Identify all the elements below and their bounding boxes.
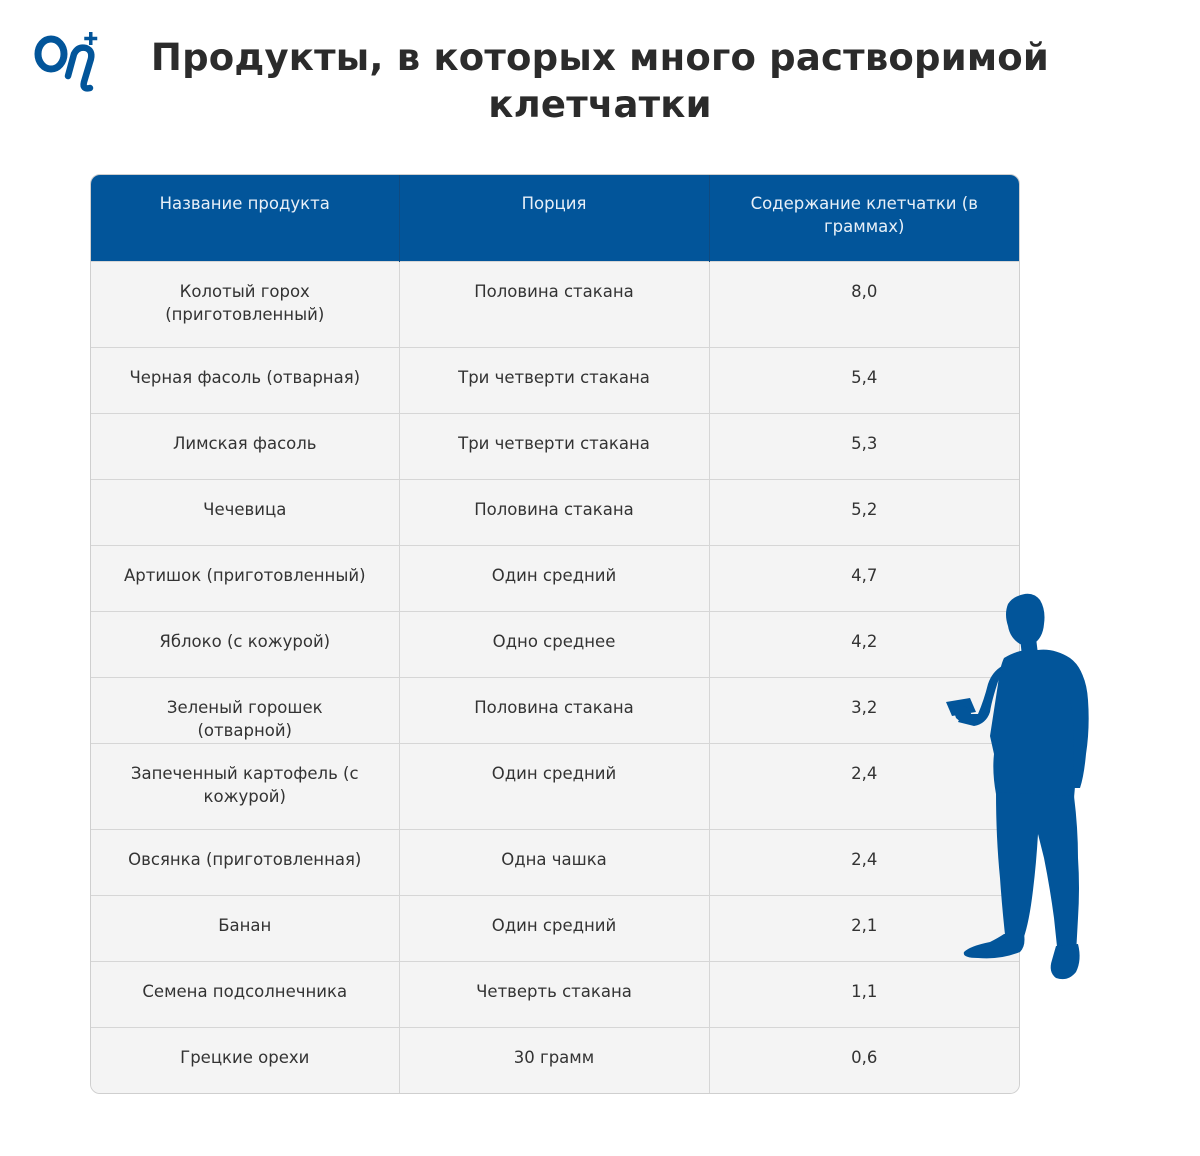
cell-portion: Половина стакана [399, 479, 709, 545]
table-row [91, 743, 1019, 829]
fiber-table [90, 174, 1020, 1094]
cell-product-name: Артишок (приготовленный) [91, 545, 399, 611]
table-row [91, 611, 1019, 677]
cell-portion: 30 грамм [399, 1027, 709, 1093]
table-row [91, 895, 1019, 961]
cell-product-name: Колотый горох (приготовленный) [91, 261, 399, 347]
cell-product-name: Семена подсолнечника [91, 961, 399, 1027]
table-row [91, 479, 1019, 545]
cell-product-name: Яблоко (с кожурой) [91, 611, 399, 677]
cell-portion: Половина стакана [399, 261, 709, 347]
cell-portion: Один средний [399, 545, 709, 611]
cell-portion: Три четверти стакана [399, 413, 709, 479]
cell-product-name: Банан [91, 895, 399, 961]
cell-portion: Одно среднее [399, 611, 709, 677]
table-row [91, 347, 1019, 413]
cell-fiber-content: 5,3 [709, 413, 1019, 479]
cell-product-name: Запеченный картофель (с кожурой) [91, 743, 399, 829]
header-product-name: Название продукта [91, 175, 399, 261]
cell-portion: Один средний [399, 743, 709, 829]
cell-fiber-content: 4,7 [709, 545, 1019, 611]
cell-product-name: Черная фасоль (отварная) [91, 347, 399, 413]
table-row [91, 413, 1019, 479]
cell-portion: Половина стакана [399, 677, 709, 743]
cell-fiber-content: 2,4 [709, 829, 1019, 895]
cell-product-name: Грецкие орехи [91, 1027, 399, 1093]
page-title: Продукты, в которых много растворимой клетчатки [150, 36, 1050, 126]
cell-fiber-content: 2,4 [709, 743, 1019, 829]
table-body [91, 261, 1019, 1093]
table-row [91, 545, 1019, 611]
person-silhouette-icon [940, 588, 1096, 984]
table-header-row [91, 175, 1019, 261]
cell-fiber-content: 1,1 [709, 961, 1019, 1027]
cell-fiber-content: 0,6 [709, 1027, 1019, 1093]
cell-fiber-content: 2,1 [709, 895, 1019, 961]
cell-portion: Одна чашка [399, 829, 709, 895]
cell-fiber-content: 8,0 [709, 261, 1019, 347]
cell-portion: Три четверти стакана [399, 347, 709, 413]
cell-fiber-content: 5,2 [709, 479, 1019, 545]
table-row [91, 961, 1019, 1027]
cell-product-name: Овсянка (приготовленная) [91, 829, 399, 895]
oh-plus-logo-icon [34, 30, 104, 94]
header-portion: Порция [399, 175, 709, 261]
cell-fiber-content: 4,2 [709, 611, 1019, 677]
table-row [91, 829, 1019, 895]
table-row [91, 677, 1019, 743]
cell-portion: Четверть стакана [399, 961, 709, 1027]
table-row [91, 1027, 1019, 1093]
header-fiber-content: Содержание клетчатки (в граммах) [709, 175, 1019, 261]
cell-fiber-content: 3,2 [709, 677, 1019, 743]
cell-portion: Один средний [399, 895, 709, 961]
cell-product-name: Чечевица [91, 479, 399, 545]
cell-product-name: Зеленый горошек (отварной) [91, 677, 399, 743]
cell-fiber-content: 5,4 [709, 347, 1019, 413]
cell-product-name: Лимская фасоль [91, 413, 399, 479]
table-row [91, 261, 1019, 347]
